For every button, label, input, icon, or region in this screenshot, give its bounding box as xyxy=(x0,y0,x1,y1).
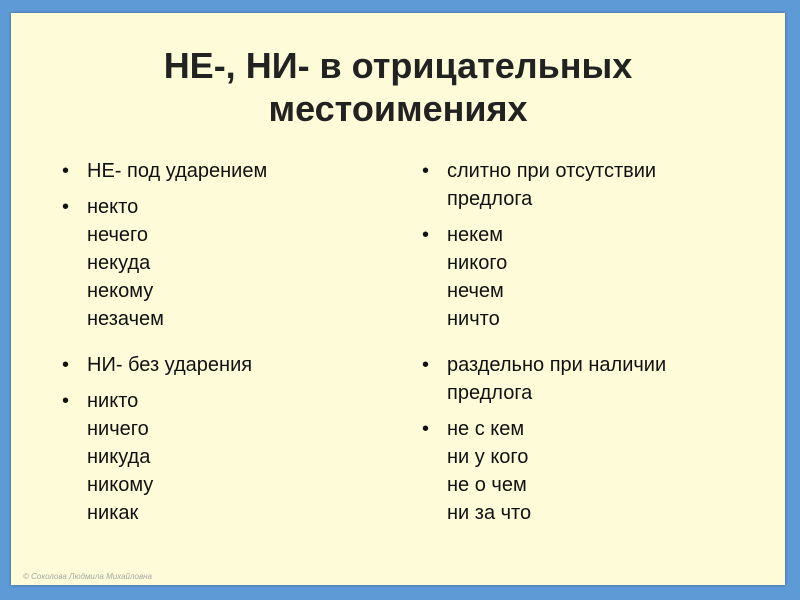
bullet-icon: • xyxy=(422,160,430,182)
word-list xyxy=(87,387,377,527)
footer-credit: © Соколова Людмила Михайловна xyxy=(23,572,152,581)
bullet-icon: • xyxy=(62,354,70,376)
bullet-icon: • xyxy=(422,224,430,246)
word-item: некто xyxy=(87,196,139,218)
word-list xyxy=(87,193,377,333)
section-2-right xyxy=(417,351,767,527)
bullet-item-header xyxy=(57,157,377,185)
bullet-item-header xyxy=(57,351,377,379)
word-item: ничего xyxy=(87,418,149,440)
slide xyxy=(11,13,785,585)
section-1-right xyxy=(417,157,767,333)
title-line-1: НЕ-, НИ- в отрицательных xyxy=(163,45,633,86)
word-item: никого xyxy=(447,252,508,274)
bullet-item-header xyxy=(417,351,767,407)
bullet-icon: • xyxy=(62,390,70,412)
word-item: не с кем xyxy=(447,418,525,440)
word-item: никому xyxy=(87,474,154,496)
word-list xyxy=(447,415,767,527)
section-1-left xyxy=(57,157,377,333)
bullet-item-words xyxy=(417,221,767,333)
bullet-item-header xyxy=(417,157,767,213)
header-lines xyxy=(447,157,767,213)
bullet-header-text: НЕ- под ударением xyxy=(87,160,268,182)
header-lines xyxy=(447,351,767,407)
word-item: некому xyxy=(87,280,154,302)
bullet-header-text: НИ- без ударения xyxy=(87,354,253,376)
word-item: не о чем xyxy=(447,474,527,496)
word-item: никак xyxy=(87,502,139,524)
word-item: нечем xyxy=(447,280,504,302)
word-item: никуда xyxy=(87,446,151,468)
bullet-item-words xyxy=(417,415,767,527)
header-line: раздельно при наличии xyxy=(447,354,667,376)
slide-title xyxy=(11,44,785,130)
word-item: ни за что xyxy=(447,502,532,524)
header-line: предлога xyxy=(447,188,533,210)
bullet-item-words xyxy=(57,193,377,333)
bullet-item-words xyxy=(57,387,377,527)
word-item: ни у кого xyxy=(447,446,529,468)
word-item: нечего xyxy=(87,224,149,246)
header-line: слитно при отсутствии xyxy=(447,160,657,182)
word-item: незачем xyxy=(87,308,164,330)
word-item: ничто xyxy=(447,308,500,330)
bullet-icon: • xyxy=(422,354,430,376)
word-item: некуда xyxy=(87,252,151,274)
word-item: некем xyxy=(447,224,504,246)
word-list xyxy=(447,221,767,333)
header-line: предлога xyxy=(447,382,533,404)
bullet-icon: • xyxy=(62,160,70,182)
title-line-2: местоимениях xyxy=(268,88,528,129)
section-2-left xyxy=(57,351,377,527)
bullet-icon: • xyxy=(62,196,70,218)
word-item: никто xyxy=(87,390,139,412)
bullet-icon: • xyxy=(422,418,430,440)
